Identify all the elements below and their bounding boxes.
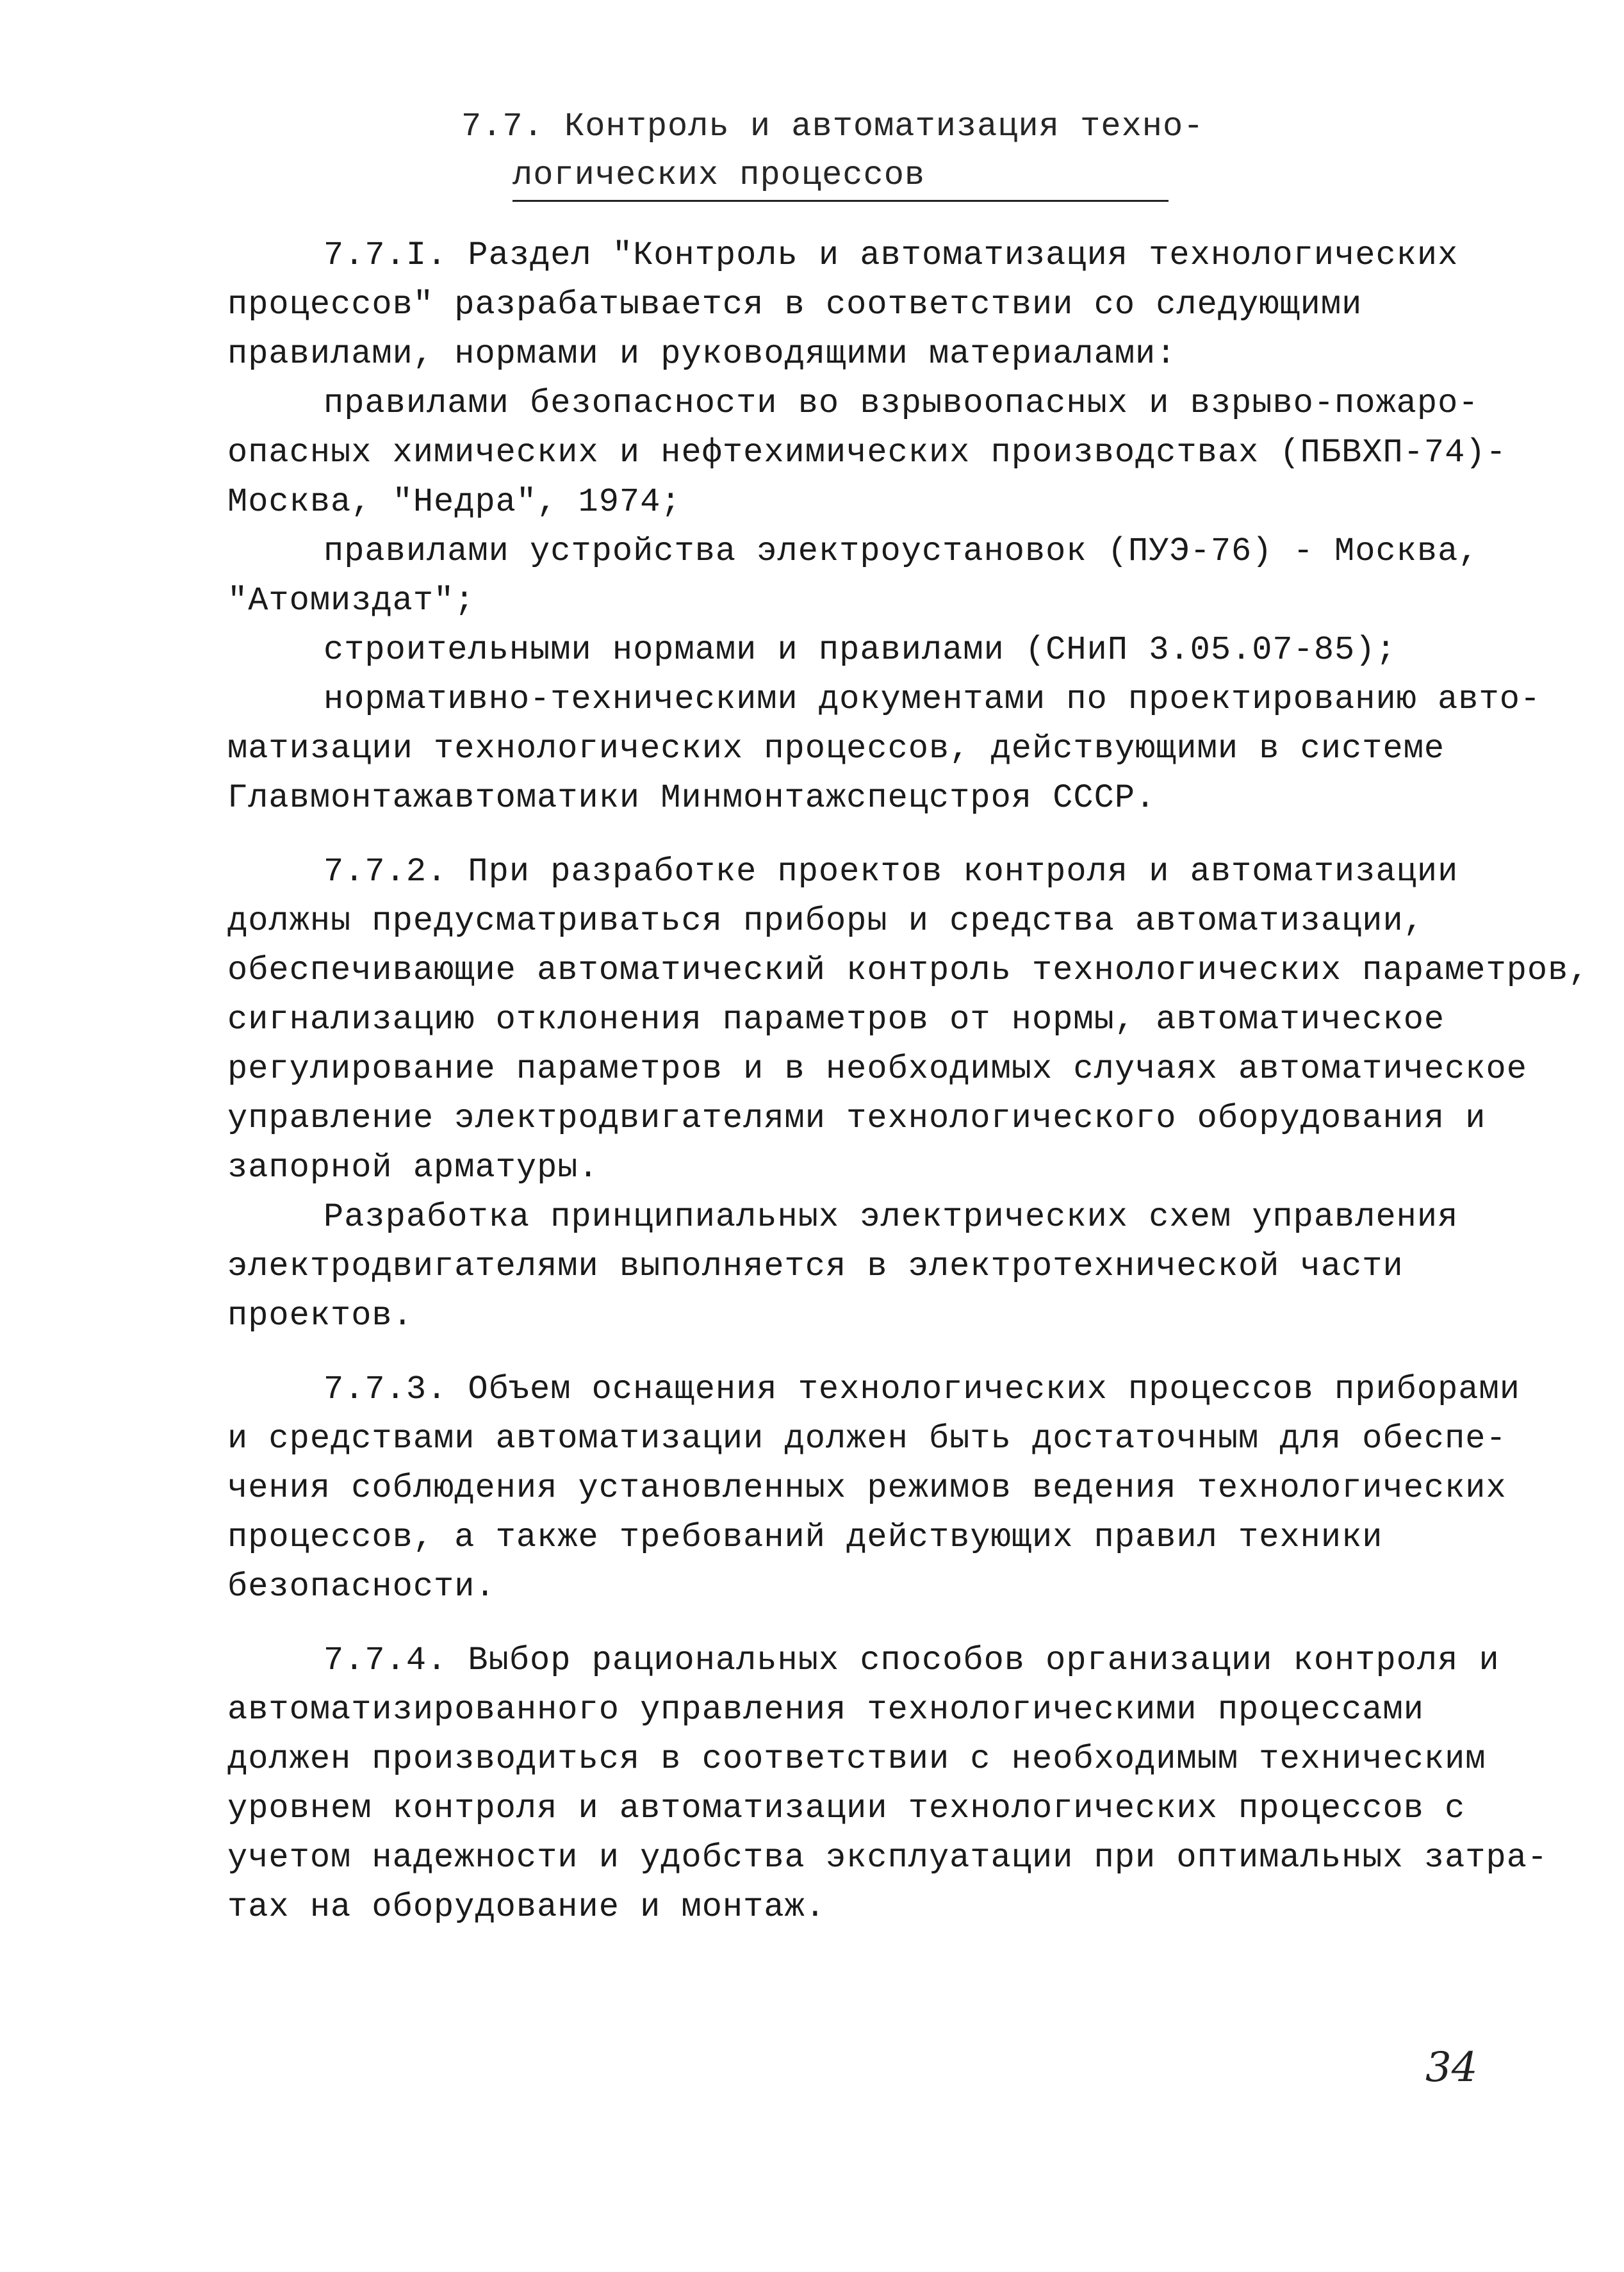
text-line: чения соблюдения установленных режимов ведения технологических (227, 1469, 1507, 1507)
text-line: должны предусматриваться приборы и средства автоматизации, (227, 902, 1424, 940)
text-line: 7.7.3. Объем оснащения технологических процессов приборами (324, 1371, 1520, 1408)
text-line: автоматизированного управления технологическими процессами (227, 1691, 1424, 1729)
text-line: 7.7.I. Раздел "Контроль и автоматизация технологических (324, 236, 1459, 274)
text-line: уровнем контроля и автоматизации технологических процессов с (227, 1790, 1466, 1827)
document-body (227, 231, 1589, 1956)
text-line: правилами устройства электроустановок (ПУЭ-76) - Москва, (324, 532, 1479, 570)
text-line: Разработка принципиальных электрических схем управления (324, 1198, 1459, 1236)
text-line: управление электродвигателями технологического оборудования и (227, 1099, 1486, 1137)
text-line: запорной арматуры. (227, 1149, 599, 1187)
section-heading (461, 103, 1204, 202)
paragraph-7-7-1 (227, 231, 1541, 823)
text-line: правилами безопасности во взрывоопасных и взрыво-пожаро- (324, 384, 1479, 422)
text-line: процессов" разрабатывается в соответствии со следующими (227, 286, 1363, 324)
section-heading-line-2: логических процессов (513, 151, 1169, 202)
text-line: учетом надежности и удобства эксплуатации при оптимальных затра- (227, 1839, 1548, 1877)
text-line: должен производиться в соответствии с необходимым техническим (227, 1740, 1486, 1778)
text-line: проектов. (227, 1297, 413, 1335)
section-heading-line-1: 7.7. Контроль и автоматизация техно- (461, 108, 1204, 145)
text-line: правилами, нормами и руководящими материалами: (227, 335, 1177, 373)
page-number: 34 (1425, 2044, 1478, 2091)
text-line: тах на оборудование и монтаж. (227, 1888, 826, 1926)
text-line: электродвигателями выполняется в электротехнической части (227, 1247, 1404, 1285)
text-line: Главмонтажавтоматики Минмонтажспецстроя СССР. (227, 779, 1156, 817)
text-line: обеспечивающие автоматический контроль технологических параметров, (227, 951, 1589, 989)
text-line: сигнализацию отклонения параметров от нормы, автоматическое (227, 1001, 1445, 1039)
text-line: 7.7.2. При разработке проектов контроля и автоматизации (324, 853, 1459, 891)
text-line: и средствами автоматизации должен быть достаточным для обеспе- (227, 1420, 1507, 1458)
paragraph-7-7-4 (227, 1636, 1548, 1932)
paragraph-7-7-3 (227, 1365, 1520, 1611)
text-line: матизации технологических процессов, действующими в системе (227, 730, 1445, 768)
text-line: 7.7.4. Выбор рациональных способов организации контроля и (324, 1642, 1500, 1679)
text-line: Москва, "Недра", 1974; (227, 483, 682, 521)
text-line: нормативно-техническими документами по проектированию авто- (324, 680, 1541, 718)
text-line: строительными нормами и правилами (СНиП 3.05.07-85); (324, 631, 1397, 669)
text-line: регулирование параметров и в необходимых случаях автоматическое (227, 1050, 1527, 1088)
text-line: процессов, а также требований действующих правил техники (227, 1519, 1383, 1556)
text-line: безопасности. (227, 1568, 496, 1606)
text-line: опасных химических и нефтехимических производствах (ПБВХП-74)- (227, 434, 1507, 472)
paragraph-7-7-2 (227, 847, 1589, 1340)
text-line: "Атомиздат"; (227, 582, 475, 620)
